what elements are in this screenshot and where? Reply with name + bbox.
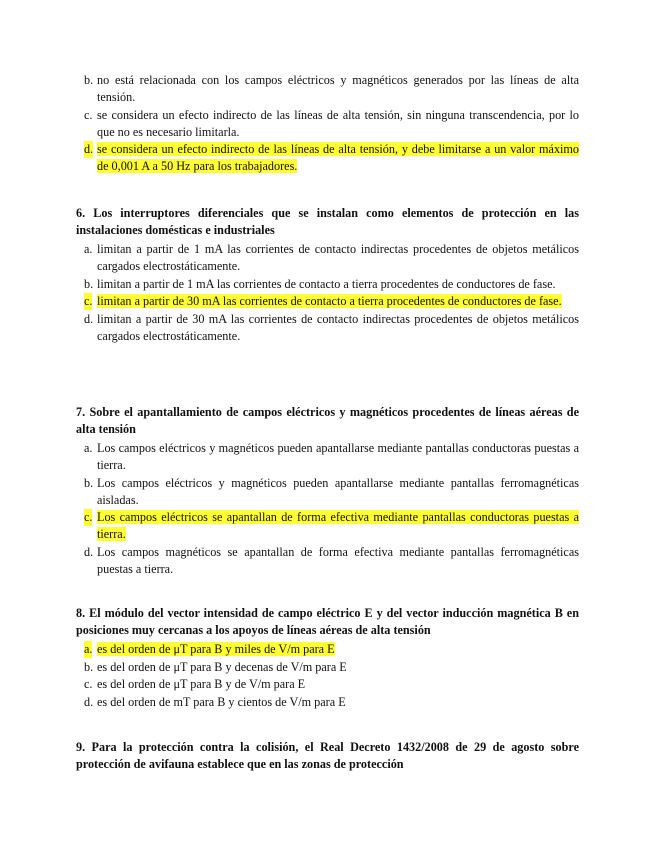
option-letter: b. xyxy=(84,475,94,490)
option-letter: d. xyxy=(84,544,94,559)
answer-option xyxy=(76,241,579,275)
answer-option xyxy=(76,276,579,293)
option-letter: c. xyxy=(84,294,93,308)
answer-option xyxy=(76,107,579,141)
option-letter: c. xyxy=(84,510,93,524)
question-9 xyxy=(76,739,579,775)
question-6 xyxy=(76,205,579,345)
answer-option xyxy=(76,72,579,106)
option-letter: b. xyxy=(84,73,94,87)
answer-option-highlighted xyxy=(76,293,579,310)
answer-option xyxy=(76,440,579,474)
option-text: no está relacionada con los campos eléctricos y magnéticos generados por las líneas de alta tensión. xyxy=(97,73,579,104)
option-text: es del orden de μT para B y de V/m para E xyxy=(97,677,306,691)
answer-option xyxy=(76,659,579,676)
option-letter: a. xyxy=(84,242,93,256)
option-text: limitan a partir de 1 mA las corrientes de contacto a tierra procedentes de conductores de fase. xyxy=(97,276,556,291)
question-title: 8. El módulo del vector intensidad de campo eléctrico E y del vector inducción magnética B en posiciones muy cercanas a los apoyos de líneas aéreas de alta tensión xyxy=(76,606,579,637)
option-text: es del orden de μT para B y decenas de V/m para E xyxy=(97,659,347,674)
option-text: Los campos eléctricos y magnéticos pueden apantallarse mediante pantallas ferromagnéticas aisladas. xyxy=(97,475,579,507)
option-letter: b. xyxy=(84,659,94,674)
answer-option xyxy=(76,475,579,509)
question-title: 6. Los interruptores diferenciales que se instalan como elementos de protección en las instalaciones domésticas e industriales xyxy=(76,206,579,237)
option-text: es del orden de mT para B y cientos de V/m para E xyxy=(97,694,346,709)
option-letter: d. xyxy=(84,142,94,156)
option-text: limitan a partir de 30 mA las corrientes de contacto a tierra procedentes de conductores de fase. xyxy=(97,294,562,308)
answer-option-highlighted xyxy=(76,141,579,175)
answer-option-highlighted xyxy=(76,641,579,658)
question-7 xyxy=(76,404,579,578)
option-letter: a. xyxy=(84,642,93,656)
answer-option xyxy=(76,311,579,345)
option-letter: c. xyxy=(84,677,93,691)
option-letter: a. xyxy=(84,441,93,455)
answer-option-highlighted xyxy=(76,509,579,543)
option-text: es del orden de μT para B y miles de V/m para E xyxy=(97,642,335,656)
option-text: limitan a partir de 1 mA las corrientes de contacto indirectas procedentes de objetos metálicos cargados electrostáticamente. xyxy=(97,242,579,273)
option-letter: c. xyxy=(84,107,93,122)
answer-option xyxy=(76,544,579,578)
option-letter: d. xyxy=(84,311,94,326)
question-8 xyxy=(76,605,579,711)
option-letter: b. xyxy=(84,276,94,291)
question-5-continuation xyxy=(76,72,579,176)
question-title: 9. Para la protección contra la colisión, el Real Decreto 1432/2008 de 29 de agosto sobre protección de avifauna establece que en las zonas de protección xyxy=(76,740,579,771)
option-letter: d. xyxy=(84,694,94,709)
question-title: 7. Sobre el apantallamiento de campos eléctricos y magnéticos procedentes de líneas aéreas de alta tensión xyxy=(76,405,579,436)
option-text: Los campos eléctricos y magnéticos pueden apantallarse mediante pantallas conductoras puestas a tierra. xyxy=(97,441,579,472)
option-text: Los campos eléctricos se apantallan de forma efectiva mediante pantallas conductoras puestas a tierra. xyxy=(97,510,579,541)
option-text: se considera un efecto indirecto de las líneas de alta tensión, sin ninguna transcendencia, por lo que no es necesario limitarla. xyxy=(97,107,579,139)
option-text: limitan a partir de 30 mA las corrientes de contacto indirectas procedentes de objetos metálicos cargados electrostáticamente. xyxy=(97,311,579,343)
option-text: Los campos magnéticos se apantallan de forma efectiva mediante pantallas ferromagnéticas puestas a tierra. xyxy=(97,544,579,576)
option-text: se considera un efecto indirecto de las líneas de alta tensión, y debe limitarse a un valor máximo de 0,001 A a 50 Hz para los trabajadores. xyxy=(97,142,579,173)
answer-option xyxy=(76,676,579,693)
answer-option xyxy=(76,694,579,711)
